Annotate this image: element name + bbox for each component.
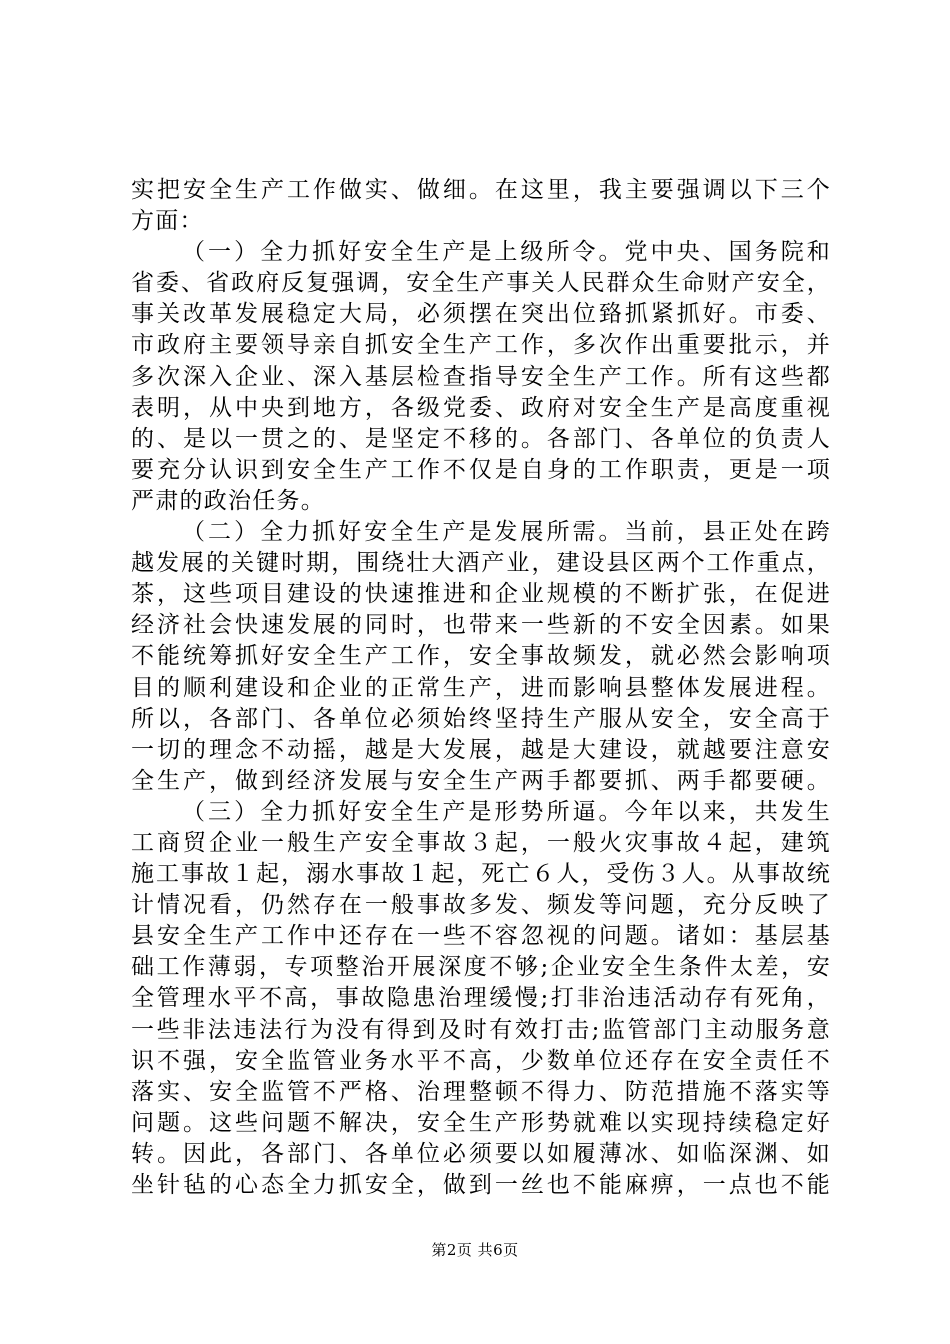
text-line: 工商贸企业一般生产安全事故３起，一般火灾事故４起，建筑 [131, 829, 831, 856]
text-line: 转。因此，各部门、各单位必须要以如履薄冰、如临深渊、如 [131, 1140, 831, 1167]
text-line: 落实、安全监管不严格、治理整顿不得力、防范措施不落实等 [131, 1078, 831, 1105]
text-line: 事关改革发展稳定大局，必须摆在突出位臵抓紧抓好。市委、 [131, 301, 831, 328]
text-line: 越发展的关键时期，围绕壮大酒产业，建设县区两个工作重点， [131, 550, 831, 577]
text-line: 市政府主要领导亲自抓安全生产工作，多次作出重要批示，并 [131, 332, 831, 359]
text-line: 全管理水平不高，事故隐患治理缓慢;打非治违活动存有死角， [131, 985, 831, 1012]
text-line: 坐针毡的心态全力抓安全，做到一丝也不能麻痹，一点也不能 [131, 1172, 831, 1198]
document-body [131, 175, 831, 1201]
text-line: （一）全力抓好安全生产是上级所令。党中央、国务院和 [182, 239, 831, 266]
text-line: 计情况看，仍然存在一般事故多发、频发等问题，充分反映了 [131, 892, 831, 919]
text-line: 一些非法违法行为没有得到及时有效打击;监管部门主动服务意 [131, 1016, 831, 1043]
text-line: 施工事故１起，溺水事故１起，死亡６人，受伤３人。从事故统 [131, 861, 831, 888]
text-line: 全生产，做到经济发展与安全生产两手都要抓、两手都要硬。 [131, 767, 831, 794]
text-line: 经济社会快速发展的同时，也带来一些新的不安全因素。如果 [131, 612, 831, 639]
text-line: 所以，各部门、各单位必须始终坚持生产服从安全，安全高于 [131, 705, 831, 732]
text-line: 实把安全生产工作做实、做细。在这里，我主要强调以下三个 [131, 177, 831, 203]
text-line: 一切的理念不动摇，越是大发展，越是大建设，就越要注意安 [131, 736, 831, 763]
text-line: 问题。这些问题不解决，安全生产形势就难以实现持续稳定好 [131, 1109, 831, 1136]
text-line: 县安全生产工作中还存在一些不容忽视的问题。诸如：基层基 [131, 923, 831, 950]
text-line: （三）全力抓好安全生产是形势所逼。今年以来，共发生 [182, 798, 831, 825]
text-line: 目的顺利建设和企业的正常生产，进而影响县整体发展进程。 [131, 674, 831, 701]
text-line: 严肃的政治任务。 [131, 487, 325, 514]
text-line: 不能统筹抓好安全生产工作，安全事故频发，就必然会影响项 [131, 643, 831, 670]
page-footer: 第2页 共6页 [431, 1241, 519, 1259]
text-line: 省委、省政府反复强调，安全生产事关人民群众生命财产安全， [131, 270, 831, 297]
text-line: 的、是以一贯之的、是坚定不移的。各部门、各单位的负责人 [131, 425, 831, 452]
text-line: 方面： [131, 208, 204, 235]
text-line: 础工作薄弱，专项整治开展深度不够;企业安全生条件太差，安 [131, 954, 831, 981]
text-line: 多次深入企业、深入基层检查指导安全生产工作。所有这些都 [131, 363, 831, 390]
text-line: 茶，这些项目建设的快速推进和企业规模的不断扩张，在促进 [131, 581, 831, 608]
text-line: 要充分认识到安全生产工作不仅是自身的工作职责，更是一项 [131, 456, 831, 483]
text-line: 表明，从中央到地方，各级党委、政府对安全生产是高度重视 [131, 394, 831, 421]
text-line: 识不强，安全监管业务水平不高，少数单位还存在安全责任不 [131, 1047, 831, 1074]
text-line: （二）全力抓好安全生产是发展所需。当前，县正处在跨 [182, 519, 831, 546]
